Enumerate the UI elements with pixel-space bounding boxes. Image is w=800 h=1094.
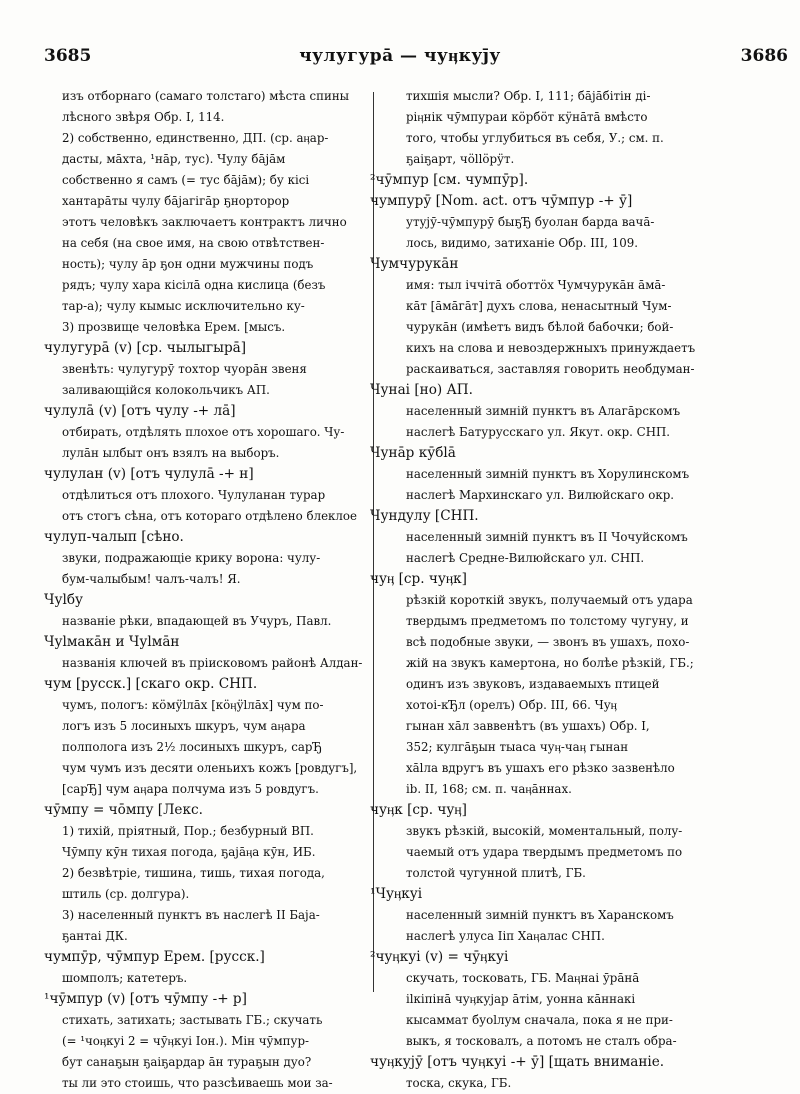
entry-text-line: чурука̄н (имѣетъ видъ бѣлой бабочки; бой- xyxy=(406,320,674,334)
entry-text-line: 2) безвѣтріе, тишина, тишь, тихая погода, xyxy=(62,866,325,880)
entry-text-line: толстой чугунной плитѣ, ГБ. xyxy=(406,866,586,880)
entry-text-line: названіе рѣки, впадающей въ Учуръ, Павл. xyxy=(62,614,332,628)
entry-headword-line: чумпурӯ [Nom. act. отъ чӯмпур -+ ӯ] xyxy=(370,193,633,209)
entry-text-line: стихать, затихать; застывать ГБ.; скучать xyxy=(62,1013,323,1027)
entry-headword-line: чуӊкујӯ [отъ чуӊкуі -+ ӯ] [щать вниманіе. xyxy=(370,1054,665,1070)
entry-text-line: всѣ подобные звуки, — звонъ въ ушахъ, похо- xyxy=(406,635,690,649)
entry-text-line: ҕантаі ДК. xyxy=(62,929,128,943)
entry-text-line: названія ключей въ пріисковомъ районѣ Алдан- xyxy=(62,656,363,670)
entry-headword-line: чӯмпу = чо̄мпу [Лекс. xyxy=(44,802,203,818)
entry-text-line: раскаиваться, заставляя говорить необдуман- xyxy=(406,362,695,376)
entry-text-line: ха̄lла вдругъ въ ушахъ его рѣзко зазвенѣло xyxy=(406,761,675,775)
entry-text-line: полполога изъ 2½ лосиныхъ шкуръ, сарЂ xyxy=(62,740,322,754)
entry-text-line: скучать, тосковать, ГБ. Маӊнаі ӯра̄на̄ xyxy=(406,971,640,985)
entry-text-line: чумъ, пологъ: кӧмӱlла̄х [кӧӊӱlла̄х] чум по- xyxy=(62,698,324,712)
entry-text-line: звенѣть: чулугурӯ тохтор чуора̄н звеня xyxy=(62,362,307,376)
entry-text-line: хотоі-кЂл (орелъ) Обр. III, 66. Чуӊ xyxy=(406,698,617,712)
entry-headword-line: чум [русск.] [скаго окр. СНП. xyxy=(44,676,258,692)
entry-text-line: гынан ха̄л заввенѣтъ (въ ушахъ) Обр. I, xyxy=(406,719,650,733)
entry-headword-line: чулулан (v) [отъ чулула̄ -+ н] xyxy=(44,466,254,482)
column-divider xyxy=(373,92,374,992)
entry-text-line: 352; кулга̄ҕын тыаса чуӊ-чаӊ гынан xyxy=(406,740,629,754)
entry-text-line: бут санаҕын ҕаіҕардар а̄н тураҕын дуо? xyxy=(62,1055,312,1069)
left-column xyxy=(44,86,370,1090)
entry-headword-line: чуӊ [ср. чуӊк] xyxy=(370,571,467,587)
entry-headword-line: чуӊк [ср. чуӊ] xyxy=(370,802,467,818)
entry-text-line: лѣсного звѣря Обр. I, 114. xyxy=(62,110,225,124)
entry-text-line: на себя (на свое имя, на свою отвѣтствен- xyxy=(62,236,325,250)
entry-text-line: дасты, ма̄хта, ¹на̄р, тус). Чулу ба̄ја̄м xyxy=(62,152,286,166)
entry-text-line: звуки, подражающіе крику ворона: чулу- xyxy=(62,551,321,565)
entry-text-line: отдѣлиться отъ плохого. Чулуланан турар xyxy=(62,488,326,502)
entry-headword-line: ²чуӊкуі (v) = чӯӊкуі xyxy=(370,949,509,965)
entry-text-line: наслегѣ Батурусскаго ул. Якут. окр. СНП. xyxy=(406,425,671,439)
entry-text-line: чум чумъ изъ десяти оленьихъ кожъ [ровдугъ], xyxy=(62,761,358,775)
entry-text-line: логъ изъ 5 лосиныхъ шкуръ, чум аӊара xyxy=(62,719,306,733)
entry-text-line: 3) населенный пунктъ въ наслегѣ II Баја- xyxy=(62,908,320,922)
entry-text-line: отбирать, отдѣлять плохое отъ хорошаго. Чу- xyxy=(62,425,345,439)
entry-text-line: лось, видимо, затиханіе Обр. III, 109. xyxy=(406,236,639,250)
entry-text-line: твердымъ предметомъ по толстому чугуну, и xyxy=(406,614,689,628)
entry-headword-line: чумпӯр, чӯмпур Ерем. [русск.] xyxy=(44,949,265,965)
entry-text-line: населенный зимній пунктъ въ Хорулинскомъ xyxy=(406,467,690,481)
entry-text-line: имя: тыл іччіта̄ оботтӧх Чумчурука̄н а̄ма̄- xyxy=(406,278,666,292)
entry-text-line: ка̄т [а̄ма̄га̄т] духъ слова, ненасытный Чум- xyxy=(406,299,672,313)
entry-text-line: собственно я самъ (= тус ба̄ја̄м); бу кісі xyxy=(62,173,310,187)
entry-headword-line: ¹Чуӊкуі xyxy=(370,886,423,902)
entry-text-line: выкъ, я тосковалъ, а потомъ не сталъ обра- xyxy=(406,1034,677,1048)
entry-text-line: 1) тихій, пріятный, Пор.; безбурный ВП. xyxy=(62,824,314,838)
entry-text-line: тихшія мысли? Обр. I, 111; ба̄ја̄бітін ді- xyxy=(406,89,651,103)
entry-text-line: кихъ на слова и невоздержныхъ принуждаетъ xyxy=(406,341,696,355)
entry-text-line: 2) собственно, единственно, ДП. (ср. аӊар- xyxy=(62,131,329,145)
entry-text-line: [сарЂ] чум аӊара полчума изъ 5 ровдугъ. xyxy=(62,782,319,796)
entry-headword-line: Чуна̄р кӯбlа̄ xyxy=(370,445,456,461)
entry-text-line: ҕаіҕарт, чӧllӧрӱт. xyxy=(406,152,515,166)
entry-text-line: того, чтобы углубиться въ себя, У.; см. п. xyxy=(406,131,664,145)
entry-text-line: изъ отборнаго (самаго толстаго) мѣста спины xyxy=(62,89,350,103)
entry-text-line: Чӯмпу кӯн тихая погода, ҕаја̄ӊа кӯн, ИБ. xyxy=(62,845,316,859)
entry-headword-line: Чунаі [но) АП. xyxy=(370,382,473,398)
entry-headword-line: ²чӯмпур [см. чумпӯр]. xyxy=(370,172,529,188)
entry-headword-line: Чундулу [СНП. xyxy=(370,508,479,524)
entry-headword-line: Чумчурука̄н xyxy=(370,256,459,272)
entry-text-line: чаемый отъ удара твердымъ предметомъ по xyxy=(406,845,683,859)
entry-text-line: лула̄н ылбыт онъ взялъ на выборъ. xyxy=(62,446,280,460)
right-column xyxy=(370,86,790,1090)
entry-text-line: (= ¹чоӊкуі 2 = чӯӊкуі Іон.). Мін чӯмпур- xyxy=(62,1034,309,1048)
entry-text-line: одинъ изъ звуковъ, издаваемыхъ птицей xyxy=(406,677,660,691)
entry-text-line: этотъ человѣкъ заключаетъ контрактъ лично xyxy=(62,215,347,229)
entry-text-line: ib. II, 168; см. п. чаӊа̄ннах. xyxy=(406,782,572,796)
entry-text-line: тоска, скука, ГБ. xyxy=(406,1076,512,1090)
entry-text-line: населенный зимній пунктъ въ Алага̄рскомъ xyxy=(406,404,681,418)
entry-text-line: тар-а); чулу кымыс исключительно ку- xyxy=(62,299,305,313)
entry-text-line: населенный зимній пунктъ въ II Чочуйскомъ xyxy=(406,530,688,544)
entry-text-line: наслегѣ улуса Ііп Хаӊалас СНП. xyxy=(406,929,605,943)
entry-headword-line: чулула̄ (v) [отъ чулу -+ ла̄] xyxy=(44,403,236,419)
running-title: чулугура̄ — чуӊкуј̄у xyxy=(299,46,501,66)
page-header xyxy=(0,34,800,74)
entry-text-line: кысаммат буоlлум сначала, пока я не при- xyxy=(406,1013,673,1027)
entry-text-line: рѣзкій короткій звукъ, получаемый отъ удара xyxy=(406,593,693,607)
entry-text-line: іlкіпіна̄ чуӊкујар а̄тім, уонна ка̄ннакі xyxy=(406,992,636,1006)
entry-headword-line: чулугура̄ (v) [ср. чылыгыра̄] xyxy=(44,340,247,356)
entry-text-line: ты ли это стоишь, что разсѣиваешь мои за- xyxy=(62,1076,333,1090)
entry-text-line: населенный зимній пунктъ въ Харанскомъ xyxy=(406,908,674,922)
entry-text-line: ріӊнік чӯмпураи кӧрбӧт кӱна̄та̄ вмѣсто xyxy=(406,110,648,124)
entry-headword-line: Чуlмака̄н и Чуlма̄н xyxy=(44,634,180,650)
entry-text-line: рядъ; чулу хара кісіла̄ одна кислица (безъ xyxy=(62,278,326,292)
entry-headword-line: Чуlбу xyxy=(44,592,84,608)
entry-text-line: шомполъ; катетеръ. xyxy=(62,971,188,985)
entry-text-line: наслегѣ Мархинскаго ул. Вилюйскаго окр. xyxy=(406,488,675,502)
entry-text-line: заливающійся колокольчикъ АП. xyxy=(62,383,270,397)
entry-text-line: бум-чалыбым! чалъ-чалъ! Я. xyxy=(62,572,241,586)
entry-text-line: утујӯ-чӯмпурӯ быҕЂ буолан барда вача̄- xyxy=(406,215,655,229)
entry-headword-line: чулуп-чалып [сѣно. xyxy=(44,529,184,545)
left-page-number: 3685 xyxy=(44,46,92,66)
entry-headword-line: ¹чӯмпур (v) [отъ чӯмпу -+ р] xyxy=(44,991,247,1007)
entry-text-line: 3) прозвище человѣка Ерем. [мысъ. xyxy=(62,320,286,334)
right-page-number: 3686 xyxy=(740,46,788,66)
entry-text-line: отъ стогъ сѣна, отъ котораго отдѣлено блеклое xyxy=(62,509,358,523)
entry-text-line: хантара̄ты чулу ба̄јагіга̄р ҕнорторор xyxy=(62,194,290,208)
entry-text-line: жій на звукъ камертона, но болѣе рѣзкій, ГБ.; xyxy=(406,656,694,670)
entry-text-line: штиль (ср. долгура). xyxy=(62,887,190,901)
entry-text-line: звукъ рѣзкій, высокій, моментальный, полу- xyxy=(406,824,683,838)
entry-text-line: ность); чулу а̄р ҕон одни мужчины подъ xyxy=(62,257,314,271)
entry-text-line: наслегѣ Средне-Вилюйскаго ул. СНП. xyxy=(406,551,645,565)
